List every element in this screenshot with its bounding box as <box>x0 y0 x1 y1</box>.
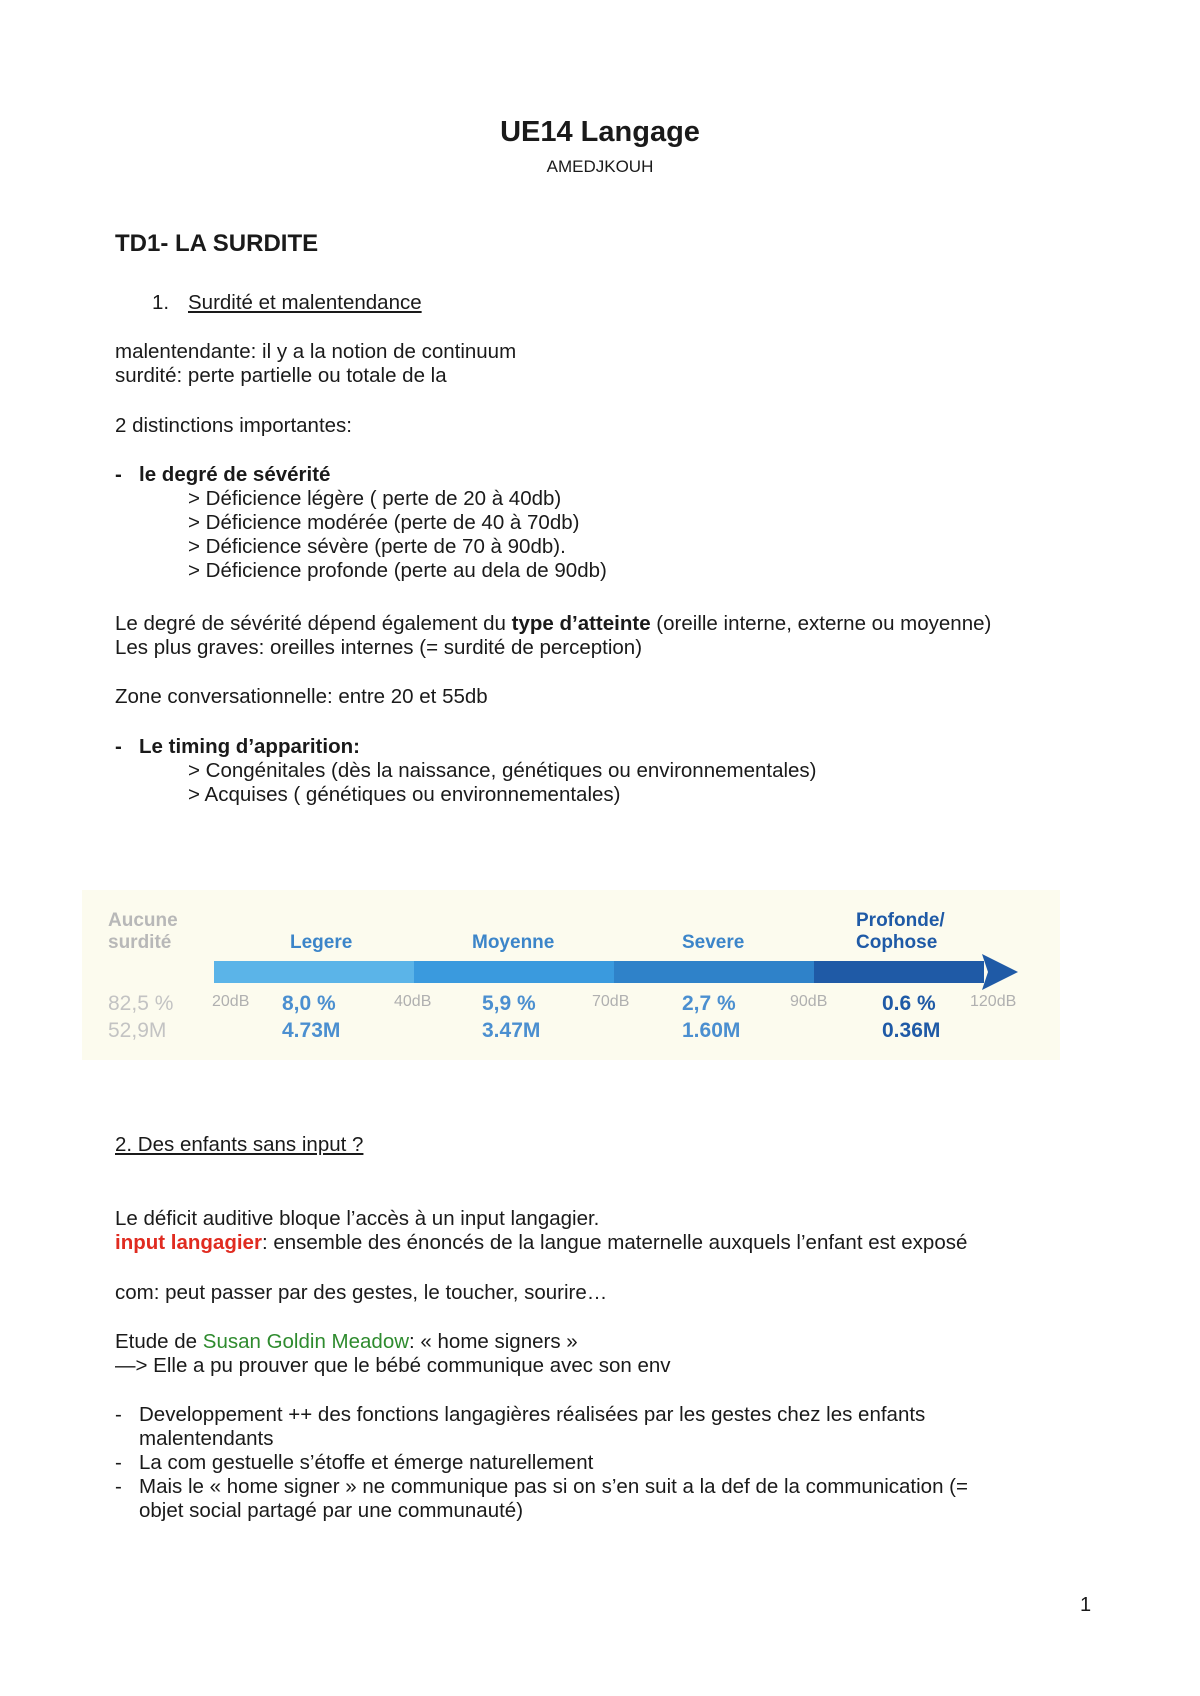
type-line-post: (oreille interne, externe ou moyenne) <box>650 612 992 635</box>
bullet-dash: - <box>115 1403 122 1426</box>
graves-line: Les plus graves: oreilles internes (= surdité de perception) <box>115 636 643 659</box>
timing-title: Le timing d’apparition: <box>139 735 360 758</box>
scale-threshold: 40dB <box>394 993 432 1010</box>
arrow-line: —> Elle a pu prouver que le bébé communique avec son env <box>115 1354 671 1377</box>
bullet-item-cont: malentendants <box>139 1427 274 1450</box>
def-malentendante: malentendante: il y a la notion de continuum <box>115 340 517 363</box>
bullet-item: La com gestuelle s’étoffe et émerge naturellement <box>139 1451 594 1474</box>
scale-level-label <box>856 910 945 954</box>
stat-percent: 8,0 % <box>282 992 336 1015</box>
timing-item: > Congénitales (dès la naissance, génétiques ou environnementales) <box>188 759 817 782</box>
bullet-item: Developpement ++ des fonctions langagières réalisées par les gestes chez les enfants <box>139 1403 926 1426</box>
scale-segment-severe <box>614 961 814 983</box>
scale-level-label: Legere <box>290 932 353 953</box>
input-def: : ensemble des énoncés de la langue maternelle auxquels l’enfant est exposé <box>261 1231 968 1254</box>
com-line: com: peut passer par des gestes, le toucher, sourire… <box>115 1281 608 1304</box>
scale-threshold: 70dB <box>592 993 630 1010</box>
section1-number: 1. <box>152 291 170 314</box>
scale-stat <box>108 990 173 1044</box>
scale-stat <box>282 990 340 1044</box>
type-atteinte-line <box>115 612 991 636</box>
bullet-item-cont: objet social partagé par une communauté) <box>139 1499 524 1522</box>
scale-stat <box>882 990 940 1044</box>
type-line-bold: type d’atteinte <box>511 612 651 635</box>
severity-item: > Déficience modérée (perte de 40 à 70db) <box>188 511 580 534</box>
level-label-line1: Aucune <box>108 910 178 931</box>
etude-line <box>115 1330 578 1354</box>
zone-line: Zone conversationnelle: entre 20 et 55db <box>115 685 488 708</box>
level-label-line2: Cophose <box>856 932 938 953</box>
scale-stat <box>682 990 740 1044</box>
stat-count: 0.36M <box>882 1019 941 1042</box>
arrow-head-icon <box>982 954 1022 990</box>
timing-item: > Acquises ( génétiques ou environnementales) <box>188 783 621 806</box>
td1-title: TD1- LA SURDITE <box>115 230 319 257</box>
stat-percent: 82,5 % <box>108 992 174 1015</box>
bullet-dash: - <box>115 1475 122 1498</box>
document-author: AMEDJKOUH <box>546 157 654 176</box>
bullet-dash: - <box>115 1451 122 1474</box>
input-term: input langagier <box>115 1231 262 1254</box>
bullet-dash: - <box>115 463 122 486</box>
scale-stat <box>482 990 540 1044</box>
type-line-pre: Le degré de sévérité dépend également du <box>115 612 512 635</box>
stat-count: 1.60M <box>682 1019 741 1042</box>
stat-count: 52,9M <box>108 1019 167 1042</box>
input-definition <box>115 1231 967 1255</box>
etude-post: : « home signers » <box>409 1330 578 1353</box>
distinctions-intro: 2 distinctions importantes: <box>115 414 353 437</box>
stat-count: 3.47M <box>482 1019 541 1042</box>
scale-threshold: 20dB <box>212 993 250 1010</box>
document-title: UE14 Langage <box>500 116 700 148</box>
page-number: 1 <box>1080 1594 1092 1616</box>
scale-segment-moyenne <box>414 961 614 983</box>
scale-segment-profonde <box>814 961 984 983</box>
scale-threshold: 90dB <box>790 993 828 1010</box>
scale-threshold: 120dB <box>970 993 1017 1010</box>
etude-name: Susan Goldin Meadow <box>202 1330 410 1353</box>
scale-segment-legere <box>214 961 414 983</box>
scale-level-label: Moyenne <box>472 932 555 953</box>
def-surdite: surdité: perte partielle ou totale de la <box>115 364 447 387</box>
level-label-line1: Profonde/ <box>856 910 945 931</box>
etude-pre: Etude de <box>115 1330 203 1353</box>
level-label-line2: surdité <box>108 932 172 953</box>
deficit-line: Le déficit auditive bloque l’accès à un input langagier. <box>115 1207 600 1230</box>
stat-percent: 5,9 % <box>482 992 536 1015</box>
section2-title: 2. Des enfants sans input ? <box>115 1133 364 1156</box>
severity-item: > Déficience sévère (perte de 70 à 90db). <box>188 535 566 558</box>
scale-level-label: Severe <box>682 932 745 953</box>
stat-count: 4.73M <box>282 1019 341 1042</box>
stat-percent: 2,7 % <box>682 992 736 1015</box>
severity-item: > Déficience profonde (perte au dela de 90db) <box>188 559 607 582</box>
severity-item: > Déficience légère ( perte de 20 à 40db) <box>188 487 562 510</box>
bullet-item: Mais le « home signer » ne communique pas si on s’en suit a la def de la communication (= <box>139 1475 968 1498</box>
severity-title: le degré de sévérité <box>139 463 331 486</box>
bullet-dash: - <box>115 735 122 758</box>
scale-level-label <box>108 910 178 954</box>
section1-title: Surdité et malentendance <box>188 291 422 314</box>
stat-percent: 0.6 % <box>882 992 936 1015</box>
